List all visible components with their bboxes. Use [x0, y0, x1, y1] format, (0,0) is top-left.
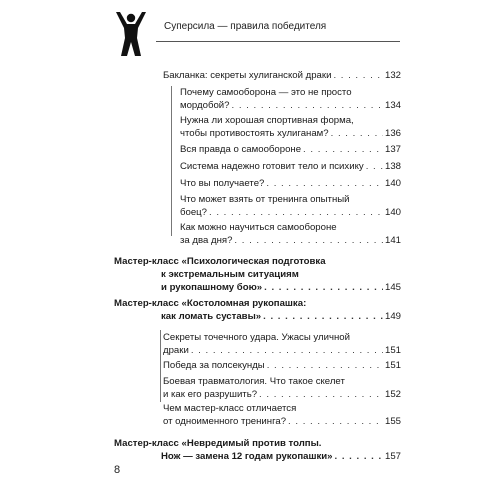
toc-entry-title: Что может взять от тренинга опытный [180, 194, 350, 205]
toc-entry-title-cont: как ломать суставы» [161, 311, 262, 322]
toc-entry-title-cont: от одноименного тренинга? [163, 416, 287, 427]
toc-entry-title: Мастер-класс «Костоломная рукопашка: [114, 298, 307, 309]
toc-entry-title: Что вы получаете? [180, 178, 265, 189]
toc-page: 151 [384, 345, 401, 356]
toc-entry-title-cont: драки [163, 345, 189, 356]
toc-page: 137 [384, 144, 401, 155]
toc-entry [163, 402, 401, 428]
toc-entry [180, 143, 401, 156]
toc-entry-title: Бакланка: секреты хулиганской драки [163, 70, 332, 81]
toc-entry-title: Боевая травматология. Что такое скелет [163, 376, 345, 387]
running-title: Суперсила — правила победителя [164, 21, 327, 32]
toc-entry-title-cont: мордобой? [180, 100, 230, 111]
toc-entry [163, 359, 401, 372]
toc-entry-title: Система надежно готовит тело и психику [180, 161, 364, 172]
toc-master-class [114, 437, 401, 463]
toc-page: 141 [384, 235, 401, 246]
toc-entry [180, 193, 401, 219]
toc-entry-title: Мастер-класс «Психологическая подготовка [114, 256, 326, 267]
toc-page: 132 [384, 70, 401, 81]
toc-entry-title-cont: чтобы противостоять хулиганам? [180, 128, 329, 139]
toc-master-class [114, 255, 401, 294]
toc-page: 136 [384, 128, 401, 139]
toc-entry [163, 69, 401, 82]
toc-entry [180, 221, 401, 247]
toc-entry [180, 177, 401, 190]
toc-page: 149 [384, 311, 401, 322]
toc-page: 151 [384, 360, 401, 371]
toc-entry-title-cont: и рукопашному бою» [161, 282, 263, 293]
toc-entry-title: Почему самооборона — это не просто [180, 87, 352, 98]
toc-page: 152 [384, 389, 401, 400]
toc-entry-title: Нужна ли хорошая спортивная форма, [180, 115, 354, 126]
toc-page: 155 [384, 416, 401, 427]
toc-entry-title: Мастер-класс «Невредимый против толпы. [114, 438, 322, 449]
toc-entry-title: Секреты точечного удара. Ужасы уличной [163, 332, 350, 343]
toc-entry [180, 160, 401, 173]
toc-entry-title: Чем мастер-класс отличается [163, 403, 297, 414]
toc-master-class [114, 297, 401, 323]
toc-entry-title: Победа за полсекунды [163, 360, 265, 371]
toc-entry-title-cont: и как его разрушить? [163, 389, 258, 400]
toc-entry [180, 114, 401, 140]
toc-entry [163, 331, 401, 357]
toc-page: 157 [384, 451, 401, 462]
section-bracket [171, 86, 172, 236]
toc-entry [163, 375, 401, 401]
section-bracket [160, 330, 161, 402]
toc-entry-title-cont: к экстремальным ситуациям [161, 269, 299, 280]
toc-entry-title: Вся правда о самообороне [180, 144, 302, 155]
man-arms-raised-icon [114, 12, 148, 56]
header-rule [156, 41, 400, 42]
toc-page: 138 [384, 161, 401, 172]
toc-entry [180, 86, 401, 112]
toc-page: 140 [384, 178, 401, 189]
page-header [0, 0, 500, 56]
toc-entry-title-cont: за два дня? [180, 235, 233, 246]
page-number: 8 [114, 464, 121, 476]
toc-page: 134 [384, 100, 401, 111]
toc-entry-title: Как можно научиться самообороне [180, 222, 337, 233]
toc-entry-title-cont: Нож — замена 12 годам рукопашки» [161, 451, 333, 462]
toc-entry-title-cont: боец? [180, 207, 207, 218]
toc-page: 145 [384, 282, 401, 293]
toc-page: 140 [384, 207, 401, 218]
